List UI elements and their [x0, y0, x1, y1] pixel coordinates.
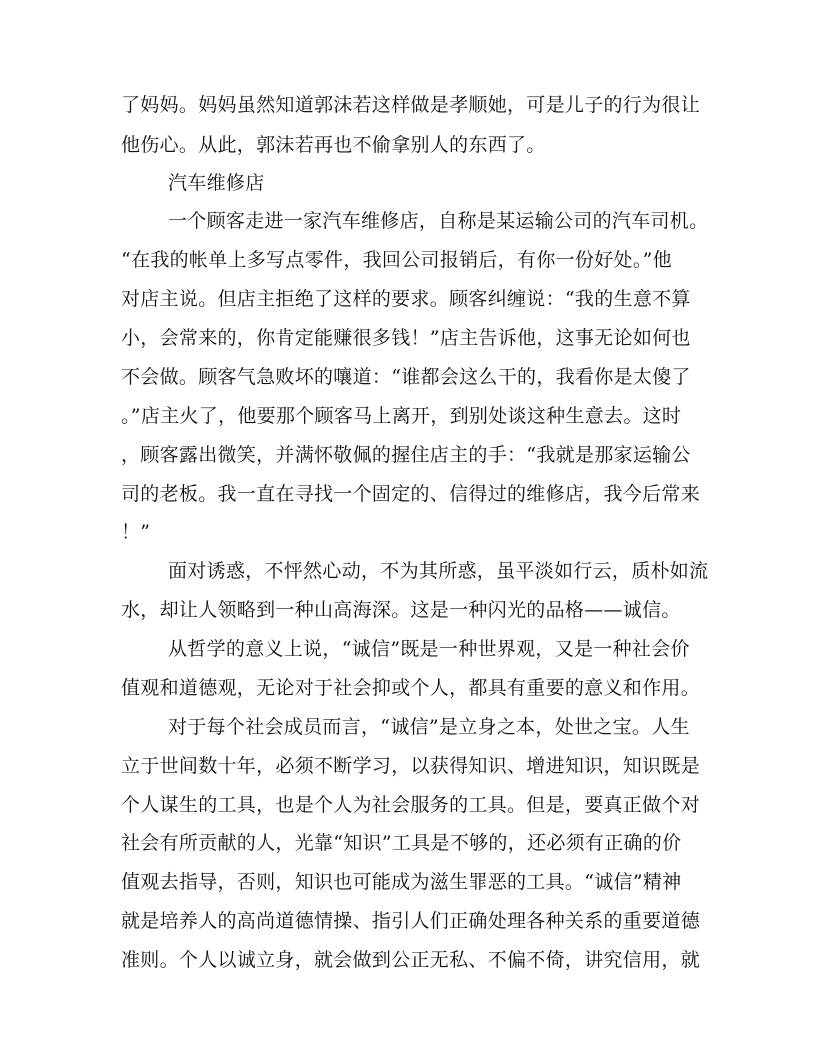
text-line: 对于每个社会成员而言，“诚信”是立身之本，处世之宝。人生 [168, 716, 690, 738]
text-line: 小，会常来的，你肯定能赚很多钱！”店主告诉他，这事无论如何也 [121, 327, 691, 349]
text-line: 他伤心。从此，郭沫若再也不偷拿别人的东西了。 [121, 134, 546, 156]
text-line: 一个顾客走进一家汽车维修店，自称是某运输公司的汽车司机。 [168, 210, 709, 232]
section-heading: 汽车维修店 [168, 172, 265, 194]
text-line: 了妈妈。妈妈虽然知道郭沫若这样做是孝顺她，可是儿子的行为很让 [121, 94, 701, 116]
text-line: 社会有所贡献的人，光靠“知识”工具是不够的，还必须有正确的价 [121, 832, 682, 854]
text-line: 不会做。顾客气急败坏的嚷道：“谁都会这么干的，我看你是太傻了 [121, 366, 691, 388]
text-line: 个人谋生的工具，也是个人为社会服务的工具。但是，要真正做个对 [121, 794, 701, 816]
text-line: 就是培养人的高尚道德情操、指引人们正确处理各种关系的重要道德 [121, 910, 701, 932]
text-line: 对店主说。但店主拒绝了这样的要求。顾客纠缠说：“我的生意不算 [121, 288, 691, 310]
text-line: 从哲学的意义上说，“诚信”既是一种世界观，又是一种社会价 [168, 638, 690, 660]
text-line: 面对诱惑，不怦然心动，不为其所惑，虽平淡如行云，质朴如流 [168, 560, 709, 582]
text-line: ！” [121, 521, 151, 543]
text-line: 值观和道德观，无论对于社会抑或个人，都具有重要的意义和作用。 [121, 677, 701, 699]
text-line: 。”店主火了，他要那个顾客马上离开，到别处谈这种生意去。这时 [121, 405, 682, 427]
text-line: 司的老板。我一直在寻找一个固定的、信得过的维修店，我今后常来 [121, 483, 701, 505]
text-line: ，顾客露出微笑，并满怀敬佩的握住店主的手：“我就是那家运输公 [121, 444, 691, 466]
text-line: 准则。个人以诚立身，就会做到公正无私、不偏不倚，讲究信用，就 [121, 949, 701, 971]
text-line: 值观去指导，否则，知识也可能成为滋生罪恶的工具。“诚信”精神 [121, 871, 682, 893]
text-line: 水，却让人领略到一种山高海深。这是一种闪光的品格——诚信。 [121, 599, 681, 621]
text-line: 立于世间数十年，必须不断学习，以获得知识、增进知识，知识既是 [121, 755, 701, 777]
text-line: “在我的帐单上多写点零件，我回公司报销后，有你一份好处。”他 [121, 249, 672, 271]
